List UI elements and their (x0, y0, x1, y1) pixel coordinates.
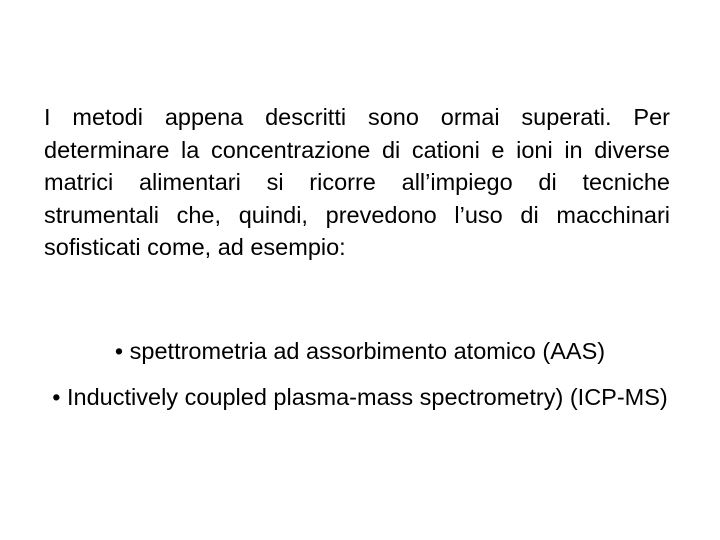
intro-paragraph: I metodi appena descritti sono ormai superati. Per determinare la concentrazione di cationi e ioni in diverse matrici alimentari si ricorre all’impiego di tecniche strumentali che, quindi, prevedono l’uso di macchinari sofisticati come, ad esempio: (44, 104, 670, 260)
list-item-icp-ms: • Inductively coupled plasma-mass spectrometry) (ICP-MS) (52, 384, 668, 410)
list-item-aas: • spettrometria ad assorbimento atomico (AAS) (114, 338, 606, 364)
technique-list (40, 335, 680, 427)
